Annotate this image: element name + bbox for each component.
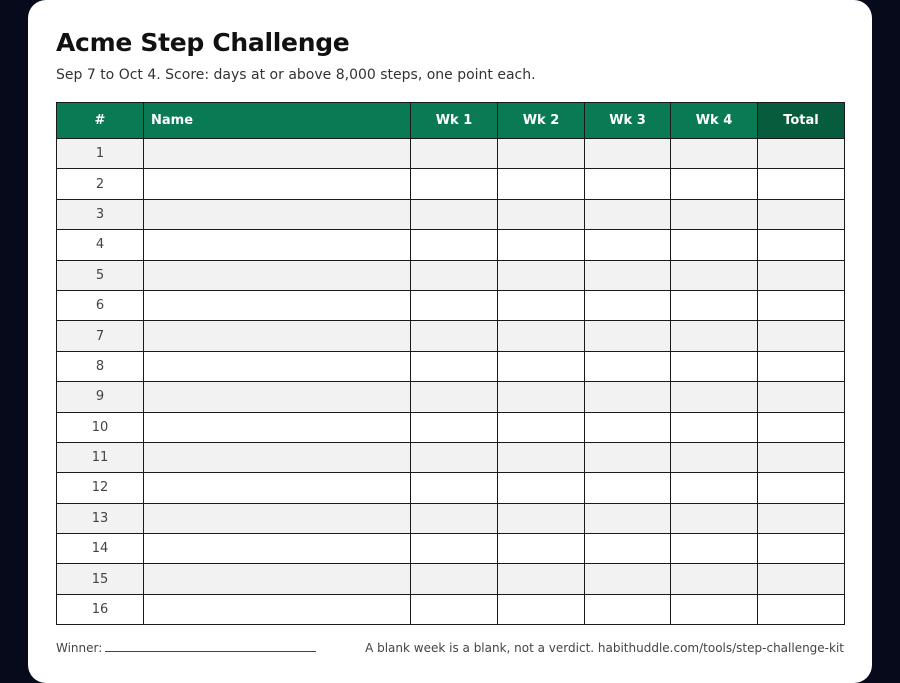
wk2-cell[interactable] (498, 260, 585, 290)
wk2-cell[interactable] (498, 594, 585, 624)
wk1-cell[interactable] (411, 473, 498, 503)
total-cell[interactable] (758, 321, 845, 351)
wk3-cell[interactable] (585, 564, 671, 594)
total-cell[interactable] (758, 260, 845, 290)
table-row (57, 260, 845, 290)
total-cell[interactable] (758, 564, 845, 594)
total-cell[interactable] (758, 503, 845, 533)
row-number: 10 (57, 412, 144, 442)
total-cell[interactable] (758, 412, 845, 442)
column-header-number: # (57, 103, 144, 139)
table-row (57, 534, 845, 564)
score-table (56, 102, 845, 625)
row-number: 8 (57, 351, 144, 381)
name-cell[interactable] (144, 290, 411, 320)
total-cell[interactable] (758, 199, 845, 229)
wk3-cell[interactable] (585, 139, 671, 169)
total-cell[interactable] (758, 230, 845, 260)
table-body (57, 139, 845, 625)
wk4-cell[interactable] (671, 473, 758, 503)
wk1-cell[interactable] (411, 260, 498, 290)
wk2-cell[interactable] (498, 442, 585, 472)
row-number: 13 (57, 503, 144, 533)
page-subtitle: Sep 7 to Oct 4. Score: days at or above 8,000 steps, one point each. (56, 67, 536, 83)
table-row (57, 564, 845, 594)
wk2-cell[interactable] (498, 412, 585, 442)
name-cell[interactable] (144, 230, 411, 260)
wk4-cell[interactable] (671, 290, 758, 320)
wk3-cell[interactable] (585, 351, 671, 381)
row-number: 4 (57, 230, 144, 260)
wk4-cell[interactable] (671, 351, 758, 381)
wk2-cell[interactable] (498, 230, 585, 260)
name-cell[interactable] (144, 534, 411, 564)
wk1-cell[interactable] (411, 290, 498, 320)
table-row (57, 139, 845, 169)
name-cell[interactable] (144, 169, 411, 199)
table-row (57, 351, 845, 381)
winner-write-line (105, 641, 316, 652)
wk3-cell[interactable] (585, 503, 671, 533)
wk2-cell[interactable] (498, 199, 585, 229)
name-cell[interactable] (144, 564, 411, 594)
table-row (57, 321, 845, 351)
wk3-cell[interactable] (585, 594, 671, 624)
wk1-cell[interactable] (411, 564, 498, 594)
wk4-cell[interactable] (671, 442, 758, 472)
wk3-cell[interactable] (585, 534, 671, 564)
wk1-cell[interactable] (411, 351, 498, 381)
wk2-cell[interactable] (498, 351, 585, 381)
total-cell[interactable] (758, 442, 845, 472)
wk1-cell[interactable] (411, 199, 498, 229)
table-header-row (57, 103, 845, 139)
wk4-cell[interactable] (671, 260, 758, 290)
name-cell[interactable] (144, 473, 411, 503)
total-cell[interactable] (758, 594, 845, 624)
name-cell[interactable] (144, 503, 411, 533)
table-row (57, 169, 845, 199)
wk3-cell[interactable] (585, 290, 671, 320)
wk4-cell[interactable] (671, 199, 758, 229)
wk1-cell[interactable] (411, 503, 498, 533)
wk4-cell[interactable] (671, 503, 758, 533)
wk1-cell[interactable] (411, 594, 498, 624)
table-row (57, 473, 845, 503)
wk2-cell[interactable] (498, 534, 585, 564)
wk2-cell[interactable] (498, 503, 585, 533)
wk4-cell[interactable] (671, 564, 758, 594)
wk1-cell[interactable] (411, 442, 498, 472)
wk4-cell[interactable] (671, 594, 758, 624)
total-cell[interactable] (758, 290, 845, 320)
wk3-cell[interactable] (585, 169, 671, 199)
wk2-cell[interactable] (498, 382, 585, 412)
name-cell[interactable] (144, 139, 411, 169)
wk1-cell[interactable] (411, 169, 498, 199)
wk4-cell[interactable] (671, 412, 758, 442)
row-number: 7 (57, 321, 144, 351)
row-number: 2 (57, 169, 144, 199)
wk3-cell[interactable] (585, 230, 671, 260)
column-header-wk3: Wk 3 (585, 103, 671, 139)
wk4-cell[interactable] (671, 230, 758, 260)
wk3-cell[interactable] (585, 199, 671, 229)
name-cell[interactable] (144, 260, 411, 290)
column-header-wk4: Wk 4 (671, 103, 758, 139)
wk3-cell[interactable] (585, 412, 671, 442)
row-number: 12 (57, 473, 144, 503)
winner-label: Winner: (56, 641, 103, 655)
name-cell[interactable] (144, 594, 411, 624)
table-row (57, 503, 845, 533)
wk2-cell[interactable] (498, 473, 585, 503)
row-number: 3 (57, 199, 144, 229)
total-cell[interactable] (758, 534, 845, 564)
page-title: Acme Step Challenge (56, 28, 350, 57)
wk3-cell[interactable] (585, 382, 671, 412)
column-header-total: Total (758, 103, 845, 139)
table-row (57, 290, 845, 320)
wk2-cell[interactable] (498, 290, 585, 320)
row-number: 6 (57, 290, 144, 320)
row-number: 11 (57, 442, 144, 472)
wk4-cell[interactable] (671, 534, 758, 564)
table-row (57, 382, 845, 412)
table-row (57, 199, 845, 229)
wk2-cell[interactable] (498, 321, 585, 351)
name-cell[interactable] (144, 382, 411, 412)
table-row (57, 594, 845, 624)
table-row (57, 412, 845, 442)
row-number: 16 (57, 594, 144, 624)
column-header-wk1: Wk 1 (411, 103, 498, 139)
wk2-cell[interactable] (498, 564, 585, 594)
winner-field (56, 641, 316, 655)
wk1-cell[interactable] (411, 382, 498, 412)
table-row (57, 230, 845, 260)
name-cell[interactable] (144, 442, 411, 472)
wk1-cell[interactable] (411, 412, 498, 442)
row-number: 5 (57, 260, 144, 290)
footer-note: A blank week is a blank, not a verdict. habithuddle.com/tools/step-challenge-kit (365, 641, 844, 655)
name-cell[interactable] (144, 321, 411, 351)
name-cell[interactable] (144, 199, 411, 229)
table-row (57, 442, 845, 472)
row-number: 1 (57, 139, 144, 169)
total-cell[interactable] (758, 351, 845, 381)
wk3-cell[interactable] (585, 321, 671, 351)
row-number: 14 (57, 534, 144, 564)
wk1-cell[interactable] (411, 321, 498, 351)
name-cell[interactable] (144, 351, 411, 381)
total-cell[interactable] (758, 169, 845, 199)
wk1-cell[interactable] (411, 139, 498, 169)
wk1-cell[interactable] (411, 534, 498, 564)
total-cell[interactable] (758, 139, 845, 169)
wk2-cell[interactable] (498, 139, 585, 169)
row-number: 15 (57, 564, 144, 594)
wk3-cell[interactable] (585, 473, 671, 503)
wk4-cell[interactable] (671, 321, 758, 351)
column-header-name: Name (144, 103, 411, 139)
wk4-cell[interactable] (671, 139, 758, 169)
name-cell[interactable] (144, 412, 411, 442)
total-cell[interactable] (758, 382, 845, 412)
wk4-cell[interactable] (671, 169, 758, 199)
total-cell[interactable] (758, 473, 845, 503)
wk2-cell[interactable] (498, 169, 585, 199)
challenge-sheet (28, 0, 872, 683)
wk1-cell[interactable] (411, 230, 498, 260)
wk4-cell[interactable] (671, 382, 758, 412)
wk3-cell[interactable] (585, 260, 671, 290)
wk3-cell[interactable] (585, 442, 671, 472)
column-header-wk2: Wk 2 (498, 103, 585, 139)
row-number: 9 (57, 382, 144, 412)
